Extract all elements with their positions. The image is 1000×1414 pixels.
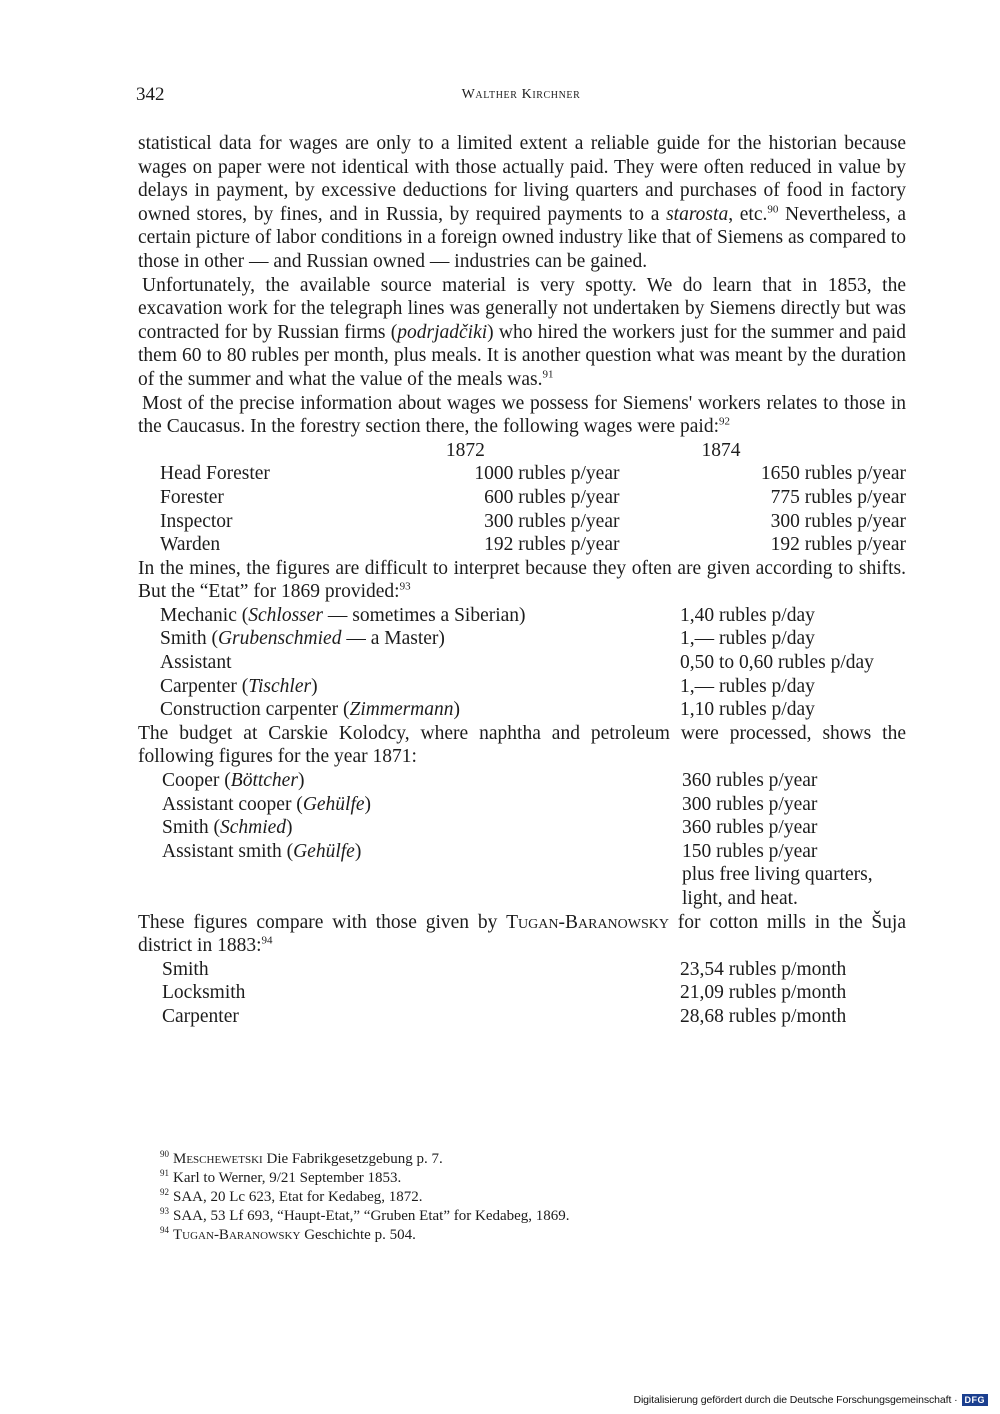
footnote-number: 94 <box>160 1225 169 1235</box>
wage-rate: 1,40 rubles p/day <box>680 604 815 626</box>
page-header <box>136 84 906 110</box>
paragraph-5: The budget at Carskie Kolodcy, where naphtha and petroleum were processed, shows the following figures for the year 1871: <box>138 722 906 768</box>
table-row <box>138 462 906 486</box>
table-row <box>138 981 906 1005</box>
job-text: ) <box>311 675 318 697</box>
page-body <box>138 132 906 1029</box>
job-text: Construction carpenter ( <box>160 699 350 721</box>
table-row <box>138 769 906 793</box>
job-german-term: Zimmermann <box>349 699 454 721</box>
job-text: ) <box>354 840 362 862</box>
table-row <box>138 887 906 911</box>
job-text: — sometimes a Siberian) <box>323 604 526 626</box>
wage-rate: 360 rubles p/year <box>682 770 818 792</box>
wage-1872: 1000 rubles p/year <box>474 463 620 485</box>
table-row <box>138 604 906 628</box>
job-text: ) <box>297 770 305 792</box>
job-title <box>138 675 680 699</box>
table-row <box>138 863 906 887</box>
wage-1874: 1650 rubles p/year <box>760 463 906 485</box>
wage-1872: 300 rubles p/year <box>484 510 620 532</box>
year-1872-header: 1872 <box>445 439 485 461</box>
wage-rate: 1,10 rubles p/day <box>680 699 815 721</box>
job-text: Mechanic ( <box>160 604 249 626</box>
footnote-author: Tugan-Baranowsky <box>173 1227 301 1243</box>
table-row <box>138 651 906 675</box>
job-title: Forester <box>160 486 224 508</box>
year-1874-header: 1874 <box>701 439 741 461</box>
paragraph-text: Most of the precise information about wages we possess for Siemens' workers relates to those in the Caucasus. In the forestry section there, the following wages were paid: <box>138 392 906 438</box>
table-row <box>138 816 906 840</box>
job-title <box>138 769 682 793</box>
job-title <box>138 863 682 887</box>
paragraph-3 <box>138 392 906 439</box>
wage-rate: 0,50 to 0,60 rubles p/day <box>680 652 874 674</box>
job-title: Carpenter <box>162 1005 239 1027</box>
wage-1874: 300 rubles p/year <box>770 510 906 532</box>
footnote-text: Geschichte p. 504. <box>300 1227 416 1243</box>
table-header-cell <box>138 439 424 463</box>
job-german-term: Gehülfe <box>293 840 355 862</box>
footnote <box>160 1169 860 1188</box>
wage-1872: 600 rubles p/year <box>484 486 620 508</box>
footnote-ref[interactable]: 90 <box>767 203 779 216</box>
table-row <box>138 698 906 722</box>
wage-rate: 150 rubles p/year <box>682 840 818 862</box>
job-title <box>138 793 682 817</box>
job-text: Assistant cooper ( <box>162 793 303 815</box>
job-german-term: Schmied <box>219 817 287 839</box>
footnote <box>160 1207 860 1226</box>
dfg-logo: DFG <box>962 1394 989 1406</box>
paragraph-1 <box>138 132 906 274</box>
paragraph-text: These figures compare with those given by <box>138 911 507 933</box>
paragraph-text: for cotton mills in the Šuja district in 1883: <box>138 911 906 957</box>
digitization-notice <box>633 1392 988 1408</box>
job-title <box>138 651 680 675</box>
footnote-ref[interactable]: 93 <box>399 580 411 593</box>
wage-rate: 28,68 rubles p/month <box>680 1005 847 1027</box>
job-title <box>138 816 682 840</box>
table-row <box>138 675 906 699</box>
job-text: Smith ( <box>162 817 220 839</box>
table-row <box>138 958 906 982</box>
italic-term: podrjadčiki <box>397 321 488 343</box>
job-title: Smith <box>162 958 209 980</box>
paragraph-text: Nevertheless, a certain picture of labor conditions in a foreign owned industry like that of Siemens as compared to those in other — and Russian owned — industries can be gained. <box>138 203 906 272</box>
table-row <box>138 840 906 864</box>
footnote <box>160 1188 860 1207</box>
page-number: 342 <box>136 84 165 105</box>
footnote-text: SAA, 20 Lc 623, Etat for Kedabeg, 1872. <box>173 1189 423 1205</box>
table-row <box>138 1005 906 1029</box>
budget-wage-table <box>138 769 906 911</box>
mines-wage-table <box>138 604 906 722</box>
job-german-term: Schlosser <box>248 604 323 626</box>
job-german-term: Gehülfe <box>302 793 365 815</box>
table-row <box>138 510 906 534</box>
wage-note: light, and heat. <box>682 888 798 909</box>
job-text: — a Master) <box>341 628 445 650</box>
author-name: Tugan-Baranowsky <box>506 911 669 933</box>
footnote-text: SAA, 53 Lf 693, “Haupt-Etat,” “Gruben Etat” for Kedabeg, 1869. <box>173 1208 570 1224</box>
footnote-ref[interactable]: 91 <box>542 368 554 381</box>
paragraph-text: statistical data for wages are only to a limited extent a reliable guide for the historian because wages on paper were not identical with those actually paid. They were often reduced in value by delays in payment, by excessive deductions for living quarters and purchases of food in factory owned stores, by fines, and in Russia, by required payments to a <box>138 133 906 225</box>
footnote-text: Die Fabrikgesetzgebung p. 7. <box>262 1151 443 1167</box>
job-text: ) <box>453 699 461 721</box>
paragraph-text: In the mines, the figures are difficult to interpret because they often are given according to shifts. But the “Etat” for 1869 provided: <box>138 557 906 603</box>
table-row <box>138 627 906 651</box>
footnotes <box>160 1150 860 1245</box>
job-german-term: Böttcher <box>230 770 298 792</box>
footnote-ref[interactable]: 94 <box>261 934 273 947</box>
paragraph-6 <box>138 911 906 958</box>
digitization-notice-text: Digitalisierung gefördert durch die Deutsche Forschungsgemeinschaft · <box>633 1394 958 1406</box>
paragraph-text: , etc. <box>728 203 768 225</box>
job-title <box>138 840 682 864</box>
cotton-mill-wage-table <box>138 958 906 1029</box>
job-text: ) <box>364 793 372 815</box>
job-text: Smith ( <box>160 628 218 650</box>
wage-rate: 360 rubles p/year <box>682 817 818 839</box>
running-head: Walther Kirchner <box>461 87 581 102</box>
job-title: Warden <box>160 534 221 556</box>
footnote-number: 93 <box>160 1206 169 1216</box>
paragraph-text: Unfortunately, the available source material is very spotty. We do learn that in 1853, the excavation work for the telegraph lines was generally not undertaken by Siemens directly but was contracted for by Russian firms ( <box>138 274 906 343</box>
wage-rate: 1,— rubles p/day <box>680 675 815 697</box>
footnote-author: Meschewetski <box>173 1151 263 1167</box>
footnote-number: 91 <box>160 1168 169 1178</box>
job-title <box>138 627 680 651</box>
wage-note: plus free living quarters, <box>682 864 873 886</box>
job-german-term: Tischler <box>248 675 312 697</box>
wage-rate: 300 rubles p/year <box>682 793 818 815</box>
italic-term: starosta <box>666 203 729 225</box>
table-row <box>138 793 906 817</box>
footnote-ref[interactable]: 92 <box>719 415 731 428</box>
table-row <box>138 486 906 510</box>
wage-1874: 192 rubles p/year <box>770 534 906 556</box>
footnote <box>160 1150 860 1169</box>
footnote <box>160 1226 860 1245</box>
wage-1874: 775 rubles p/year <box>770 486 906 508</box>
footnote-number: 92 <box>160 1187 169 1197</box>
paragraph-text: ) who hired the workers just for the summer and paid them 60 to 80 rubles per month, plus meals. It is another question what was meant by the duration of the summer and what the value of the meals was. <box>138 321 906 390</box>
job-text: Assistant <box>160 652 232 674</box>
job-title: Locksmith <box>162 982 246 1004</box>
wage-rate: 1,— rubles p/day <box>680 628 815 650</box>
job-text: ) <box>286 817 293 839</box>
paragraph-4 <box>138 557 906 604</box>
footnote-text: Karl to Werner, 9/21 September 1853. <box>173 1170 402 1186</box>
job-title <box>138 698 680 722</box>
job-title <box>138 604 680 628</box>
wage-1872: 192 rubles p/year <box>484 534 620 556</box>
table-row <box>138 533 906 557</box>
wage-rate: 23,54 rubles p/month <box>680 958 847 980</box>
wage-rate: 21,09 rubles p/month <box>680 982 847 1004</box>
job-german-term: Grubenschmied <box>217 628 342 650</box>
table-header-row <box>138 439 906 463</box>
paragraph-2 <box>138 274 906 392</box>
job-title: Inspector <box>160 510 233 532</box>
job-text: Carpenter ( <box>160 675 249 697</box>
job-title <box>138 887 682 911</box>
job-text: Cooper ( <box>162 770 231 792</box>
footnote-number: 90 <box>160 1149 169 1159</box>
job-text: Assistant smith ( <box>162 840 294 862</box>
forestry-wage-table <box>138 439 906 557</box>
job-title: Head Forester <box>160 463 270 485</box>
